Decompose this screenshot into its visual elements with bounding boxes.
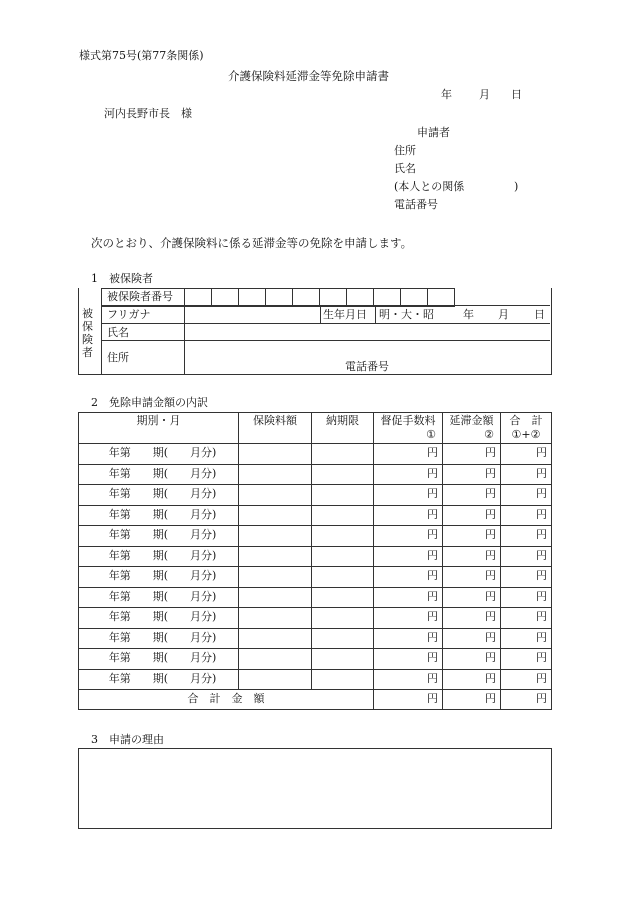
fee-cell[interactable]: 円 [374, 546, 443, 567]
table-row [79, 485, 552, 506]
col-total-mark: ①+② [511, 428, 541, 441]
col-fee [374, 413, 443, 444]
birth-month-label: 月 [498, 308, 509, 321]
total-cell[interactable]: 円 [501, 669, 552, 690]
col-total [501, 413, 552, 444]
insured-name-input[interactable] [185, 324, 549, 340]
premium-cell[interactable] [239, 444, 312, 465]
period-cell[interactable]: 年第 期( 月分) [79, 464, 239, 485]
date-month-label: 月 [479, 88, 490, 101]
late-cell[interactable]: 円 [443, 505, 501, 526]
total-cell[interactable]: 円 [501, 505, 552, 526]
premium-cell[interactable] [239, 485, 312, 506]
late-cell[interactable]: 円 [443, 526, 501, 547]
applicant-relation-label: (本人との関係 [394, 180, 465, 193]
period-cell[interactable]: 年第 期( 月分) [79, 546, 239, 567]
birth-year-label: 年 [463, 308, 474, 321]
period-cell[interactable]: 年第 期( 月分) [79, 649, 239, 670]
table-row [79, 669, 552, 690]
total-cell[interactable]: 円 [501, 567, 552, 588]
era-options[interactable]: 明・大・昭 [379, 308, 434, 321]
sum-row [79, 690, 552, 710]
insured-number-label: 被保険者番号 [107, 290, 173, 303]
insured-side-char: 険 [82, 333, 93, 346]
applicant-heading: 申請者 [417, 126, 450, 139]
section3-heading: 3 申請の理由 [91, 733, 164, 746]
late-cell[interactable]: 円 [443, 587, 501, 608]
digit-box[interactable] [238, 288, 265, 305]
period-cell[interactable]: 年第 期( 月分) [79, 628, 239, 649]
premium-cell[interactable] [239, 464, 312, 485]
late-cell[interactable]: 円 [443, 628, 501, 649]
table-row [79, 567, 552, 588]
date-day-label: 日 [511, 88, 522, 101]
col-late-mark: ② [484, 428, 494, 441]
col-fee-label: 督促手数料 [380, 414, 436, 428]
col-period: 期別・月 [79, 413, 239, 444]
table-header-row [79, 413, 552, 444]
date-year-label: 年 [441, 88, 452, 101]
late-cell[interactable]: 円 [443, 546, 501, 567]
table-row [79, 464, 552, 485]
sum-label: 合 計 金 額 [79, 690, 374, 710]
late-cell[interactable]: 円 [443, 464, 501, 485]
furigana-input[interactable] [184, 305, 320, 323]
digit-box[interactable] [184, 288, 211, 305]
table-body [79, 444, 552, 690]
total-cell[interactable]: 円 [501, 444, 552, 465]
insured-side-char: 保 [82, 320, 93, 333]
due-date-cell[interactable] [312, 464, 374, 485]
late-cell[interactable]: 円 [443, 669, 501, 690]
furigana-label: フリガナ [107, 308, 151, 321]
addressee: 河内長野市長 様 [104, 107, 192, 120]
table-row [79, 628, 552, 649]
total-cell[interactable]: 円 [501, 485, 552, 506]
intro-text: 次のとおり、介護保険料に係る延滞金等の免除を申請します。 [91, 236, 413, 250]
due-date-cell[interactable] [312, 444, 374, 465]
period-cell[interactable]: 年第 期( 月分) [79, 505, 239, 526]
premium-cell[interactable] [239, 505, 312, 526]
digit-box[interactable] [265, 288, 292, 305]
col-late [443, 413, 501, 444]
premium-cell[interactable] [239, 669, 312, 690]
due-date-cell[interactable] [312, 546, 374, 567]
fee-cell[interactable]: 円 [374, 587, 443, 608]
reason-input[interactable] [78, 748, 552, 829]
table-row [79, 444, 552, 465]
total-cell[interactable]: 円 [501, 526, 552, 547]
col-total-label: 合 計 [509, 414, 543, 428]
late-cell[interactable]: 円 [443, 608, 501, 629]
fee-cell[interactable]: 円 [374, 628, 443, 649]
digit-box[interactable] [319, 288, 346, 305]
exemption-amount-table [78, 412, 552, 710]
late-cell[interactable]: 円 [443, 485, 501, 506]
birth-day-label: 日 [534, 308, 545, 321]
period-cell[interactable]: 年第 期( 月分) [79, 608, 239, 629]
sum-fee[interactable]: 円 [374, 690, 443, 710]
due-date-cell[interactable] [312, 628, 374, 649]
total-cell[interactable]: 円 [501, 608, 552, 629]
premium-cell[interactable] [239, 526, 312, 547]
table-row [79, 649, 552, 670]
insured-side-char: 者 [82, 346, 93, 359]
period-cell[interactable]: 年第 期( 月分) [79, 485, 239, 506]
period-cell[interactable]: 年第 期( 月分) [79, 669, 239, 690]
table-row [79, 505, 552, 526]
birth-date-label: 生年月日 [323, 308, 367, 321]
late-cell[interactable]: 円 [443, 567, 501, 588]
table-row [79, 608, 552, 629]
digit-box[interactable] [211, 288, 238, 305]
period-cell[interactable]: 年第 期( 月分) [79, 587, 239, 608]
fee-cell[interactable]: 円 [374, 485, 443, 506]
digit-box[interactable] [292, 288, 319, 305]
premium-cell[interactable] [239, 649, 312, 670]
page-title: 介護保険料延滞金等免除申請書 [228, 69, 389, 83]
total-cell[interactable]: 円 [501, 628, 552, 649]
period-cell[interactable]: 年第 期( 月分) [79, 444, 239, 465]
total-cell[interactable]: 円 [501, 464, 552, 485]
period-cell[interactable]: 年第 期( 月分) [79, 526, 239, 547]
digit-box[interactable] [400, 288, 427, 305]
fee-cell[interactable]: 円 [374, 444, 443, 465]
sum-total[interactable]: 円 [501, 690, 552, 710]
insured-name-label: 氏名 [107, 326, 129, 339]
due-date-cell[interactable] [312, 587, 374, 608]
due-date-cell[interactable] [312, 669, 374, 690]
insured-side-char: 被 [82, 307, 93, 320]
applicant-name-label: 氏名 [394, 162, 416, 175]
applicant-relation-close: ) [514, 180, 519, 193]
premium-cell[interactable] [239, 587, 312, 608]
insured-side-label [78, 305, 101, 374]
fee-cell[interactable]: 円 [374, 649, 443, 670]
digit-box[interactable] [346, 288, 373, 305]
total-cell[interactable]: 円 [501, 546, 552, 567]
fee-cell[interactable]: 円 [374, 567, 443, 588]
col-fee-mark: ① [426, 428, 436, 441]
table-row [79, 546, 552, 567]
total-cell[interactable]: 円 [501, 587, 552, 608]
fee-cell[interactable]: 円 [374, 669, 443, 690]
fee-cell[interactable]: 円 [374, 505, 443, 526]
fee-cell[interactable]: 円 [374, 526, 443, 547]
due-date-cell[interactable] [312, 505, 374, 526]
form-number: 様式第75号(第77条関係) [79, 49, 204, 62]
col-late-label: 延滞金額 [449, 414, 494, 428]
section1-heading: 1 被保険者 [91, 272, 153, 285]
insured-number-boxes[interactable] [184, 288, 454, 305]
col-premium: 保険料額 [239, 413, 312, 444]
fee-cell[interactable]: 円 [374, 608, 443, 629]
period-cell[interactable]: 年第 期( 月分) [79, 567, 239, 588]
table-row [79, 587, 552, 608]
premium-cell[interactable] [239, 567, 312, 588]
digit-box[interactable] [427, 288, 454, 305]
premium-cell[interactable] [239, 628, 312, 649]
premium-cell[interactable] [239, 546, 312, 567]
section2-heading: 2 免除申請金額の内訳 [91, 396, 208, 409]
total-cell[interactable]: 円 [501, 649, 552, 670]
late-cell[interactable]: 円 [443, 444, 501, 465]
due-date-cell[interactable] [312, 485, 374, 506]
fee-cell[interactable]: 円 [374, 464, 443, 485]
digit-box[interactable] [373, 288, 400, 305]
late-cell[interactable]: 円 [443, 649, 501, 670]
table-row [79, 526, 552, 547]
premium-cell[interactable] [239, 608, 312, 629]
applicant-phone-label: 電話番号 [394, 198, 438, 211]
col-due-date: 納期限 [312, 413, 374, 444]
due-date-cell[interactable] [312, 649, 374, 670]
applicant-address-label: 住所 [394, 144, 416, 157]
insured-phone-label: 電話番号 [345, 360, 389, 373]
due-date-cell[interactable] [312, 567, 374, 588]
due-date-cell[interactable] [312, 608, 374, 629]
sum-late[interactable]: 円 [443, 690, 501, 710]
insured-address-label: 住所 [107, 351, 129, 364]
due-date-cell[interactable] [312, 526, 374, 547]
